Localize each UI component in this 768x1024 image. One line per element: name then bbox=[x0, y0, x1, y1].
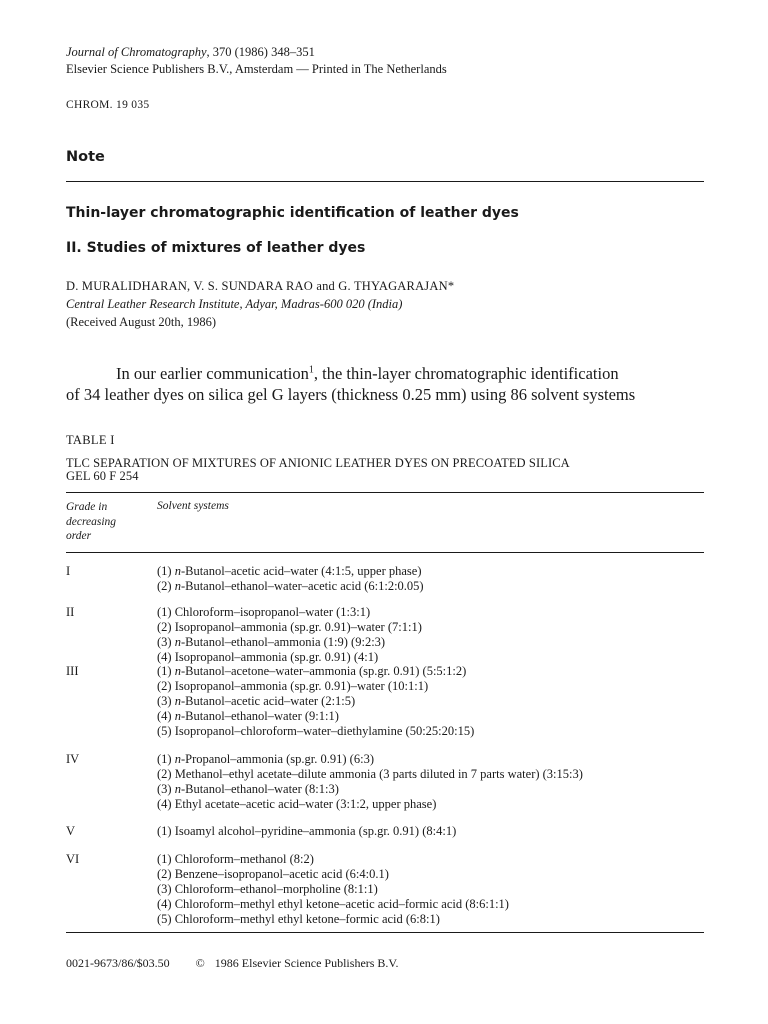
solvent-system-entry: (2) Isopropanol–ammonia (sp.gr. 0.91)–water (7:1:1) bbox=[157, 620, 422, 634]
article-subtitle: II. Studies of mixtures of leather dyes bbox=[66, 240, 366, 256]
solvent-system-entry: (2) Benzene–isopropanol–acetic acid (6:4:0.1) bbox=[157, 867, 389, 881]
received-date: (Received August 20th, 1986) bbox=[66, 315, 216, 329]
table-caption-line: TLC SEPARATION OF MIXTURES OF ANIONIC LEATHER DYES ON PRECOATED SILICA bbox=[66, 456, 570, 470]
solvent-system-entry: (5) Isopropanol–chloroform–water–diethylamine (50:25:20:15) bbox=[157, 724, 475, 738]
table-header-rule bbox=[66, 552, 704, 553]
solvent-system-entry: (4) n-Butanol–ethanol–water (9:1:1) bbox=[157, 709, 339, 723]
divider-rule bbox=[66, 181, 704, 182]
solvent-system-entry: (2) Methanol–ethyl acetate–dilute ammonia (3 parts diluted in 7 parts water) (3:15:3) bbox=[157, 767, 583, 781]
column-header-solvent: Solvent systems bbox=[157, 500, 229, 512]
grade-label: IV bbox=[66, 752, 80, 766]
column-header-line: order bbox=[66, 530, 92, 542]
solvent-list bbox=[157, 605, 422, 665]
grade-label: II bbox=[66, 605, 75, 619]
solvent-system-entry: (4) Isopropanol–ammonia (sp.gr. 0.91) (4:1) bbox=[157, 650, 379, 664]
column-header-grade bbox=[66, 500, 116, 544]
table-label: TABLE I bbox=[66, 433, 115, 447]
footer bbox=[66, 956, 399, 971]
publisher-line: Elsevier Science Publishers B.V., Amsterdam — Printed in The Netherlands bbox=[66, 62, 447, 76]
article-title: Thin-layer chromatographic identification of leather dyes bbox=[66, 205, 519, 221]
table-top-rule bbox=[66, 492, 704, 493]
grade-label: I bbox=[66, 564, 71, 578]
solvent-list bbox=[157, 824, 456, 839]
table-caption bbox=[66, 457, 716, 483]
footer-code: 0021-9673/86/$03.50 bbox=[66, 956, 170, 970]
grade-label: V bbox=[66, 824, 76, 838]
table-caption-line: GEL 60 F 254 bbox=[66, 469, 139, 483]
table-bottom-rule bbox=[66, 932, 704, 933]
solvent-system-entry: (1) n-Propanol–ammonia (sp.gr. 0.91) (6:3) bbox=[157, 752, 374, 766]
body-line: of 34 leather dyes on silica gel G layers (thickness 0.25 mm) using 86 solvent systems bbox=[66, 385, 636, 404]
solvent-system-entry: (3) Chloroform–ethanol–morpholine (8:1:1) bbox=[157, 882, 378, 896]
column-header-line: decreasing bbox=[66, 515, 117, 528]
footer-publisher: 1986 Elsevier Science Publishers B.V. bbox=[214, 956, 399, 970]
grade-label: VI bbox=[66, 852, 80, 866]
body-text-segment: , the thin-layer chromatographic identification bbox=[313, 364, 619, 383]
journal-name: Journal of Chromatography bbox=[66, 45, 207, 59]
reference-superscript: 1 bbox=[308, 364, 314, 376]
solvent-list bbox=[157, 752, 583, 812]
solvent-system-entry: (1) Chloroform–methanol (8:2) bbox=[157, 852, 314, 866]
body-paragraph bbox=[66, 363, 706, 405]
chrom-id: CHROM. 19 035 bbox=[66, 99, 150, 111]
solvent-system-entry: (2) n-Butanol–ethanol–water–acetic acid (6:1:2:0.05) bbox=[157, 579, 424, 593]
solvent-system-entry: (1) n-Butanol–acetone–water–ammonia (sp.gr. 0.91) (5:5:1:2) bbox=[157, 664, 467, 678]
solvent-system-entry: (1) Isoamyl alcohol–pyridine–ammonia (sp.gr. 0.91) (8:4:1) bbox=[157, 824, 457, 838]
affiliation: Central Leather Research Institute, Adyar, Madras-600 020 (India) bbox=[66, 297, 403, 311]
grade-label: III bbox=[66, 664, 79, 678]
note-label: Note bbox=[66, 149, 105, 165]
column-header-line: Grade in bbox=[66, 501, 108, 513]
body-line bbox=[66, 363, 706, 384]
solvent-system-entry: (1) Chloroform–isopropanol–water (1:3:1) bbox=[157, 605, 371, 619]
solvent-list bbox=[157, 664, 474, 739]
solvent-list bbox=[157, 852, 509, 927]
journal-citation bbox=[66, 45, 315, 61]
solvent-system-entry: (3) n-Butanol–ethanol–ammonia (1:9) (9:2:3) bbox=[157, 635, 386, 649]
authors: D. MURALIDHARAN, V. S. SUNDARA RAO and G. THYAGARAJAN* bbox=[66, 279, 455, 293]
solvent-system-entry: (3) n-Butanol–acetic acid–water (2:1:5) bbox=[157, 694, 356, 708]
solvent-system-entry: (1) n-Butanol–acetic acid–water (4:1:5, upper phase) bbox=[157, 564, 422, 578]
solvent-system-entry: (4) Ethyl acetate–acetic acid–water (3:1:2, upper phase) bbox=[157, 797, 437, 811]
solvent-system-entry: (5) Chloroform–methyl ethyl ketone–formic acid (6:8:1) bbox=[157, 912, 440, 926]
solvent-system-entry: (4) Chloroform–methyl ethyl ketone–acetic acid–formic acid (8:6:1:1) bbox=[157, 897, 509, 911]
copyright-symbol: © bbox=[195, 956, 205, 970]
solvent-list bbox=[157, 564, 424, 594]
body-text-segment: In our earlier communication bbox=[116, 364, 309, 383]
journal-volume: , 370 (1986) 348–351 bbox=[206, 45, 315, 59]
solvent-system-entry: (3) n-Butanol–ethanol–water (8:1:3) bbox=[157, 782, 339, 796]
solvent-system-entry: (2) Isopropanol–ammonia (sp.gr. 0.91)–water (10:1:1) bbox=[157, 679, 429, 693]
